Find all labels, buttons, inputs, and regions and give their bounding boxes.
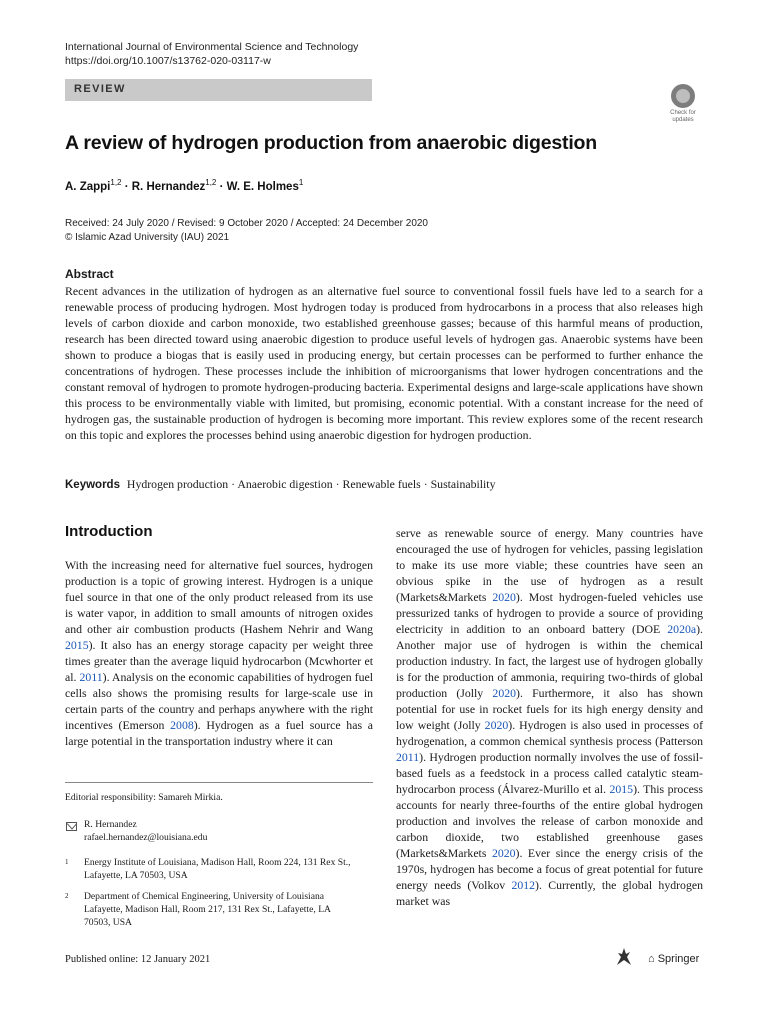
check-updates-label: Check for updates <box>670 110 696 123</box>
published-date: Published online: 12 January 2021 <box>65 954 211 965</box>
body-text: ). Ever since the energy crisis of the 1970s, hydrogen has become a focus of great potential for future energy needs (Volkov <box>396 846 703 892</box>
springer-icon: ⌂ <box>648 953 655 965</box>
body-text: ). Analysis on the economic capabilities of hydrogen fuel cells also shows the promising results for large-scale use in certain parts of the country and perhaps anywhere with the right incentives (Emerson <box>65 670 373 732</box>
body-text: ). Hydrogen is also used in processes of hydrogenation, a common chemical synthesis process (Patterson <box>396 718 703 748</box>
body-text: ). It also has an energy storage capacity per weight three times greater than the average liquid hydrocarbon (Mcwhorter et al. <box>65 638 373 684</box>
check-for-updates-badge[interactable] <box>664 84 702 124</box>
citation-link[interactable]: 2020 <box>492 590 516 604</box>
citation-link[interactable]: 2020 <box>484 718 509 732</box>
body-text: ). Most hydrogen-fueled vehicles use pressurized tanks of hydrogen to provide a source of providing electricity in addition to an onboard battery (DOE <box>396 590 703 636</box>
author-affiliation-mark: 1,2 <box>110 178 122 187</box>
journal-name: International Journal of Environmental Science and Technology <box>65 41 359 53</box>
section-banner <box>65 79 372 101</box>
doi-link[interactable]: https://doi.org/10.1007/s13762-020-03117-w <box>65 55 271 67</box>
editorial-note: Editorial responsibility: Samareh Mirkia. <box>65 792 223 803</box>
check-updates-icon <box>671 84 695 108</box>
body-text: ). Hydrogen as a fuel source has a large potential in the transportation industry where it can <box>65 718 373 748</box>
body-text: ). This process accounts for nearly three-fourths of the entire global hydrogen production and involves the release of carbon monoxide and carbon dioxide, two established greenhouse gases (Markets&Markets <box>396 782 703 860</box>
author-affiliation-mark: 1 <box>298 178 304 187</box>
abstract-text: Recent advances in the utilization of hydrogen as an alternative fuel source to conventional fossil fuels have led to a search for a renewable process of producing hydrogen. Most hydrogen today is produced from hydrocarbons in a process that also releases high levels of carbon dioxide and carbon monoxide, two established greenhouse gasses; because of this harmful means of production, research has been directed toward using anaerobic digestion to produce useful levels of hydrogen gas. Anaerobic systems have been shown to produce a biogas that is easily used in producing energy, but certain processes can be performed to further enhance the concentrations of hydrogen. These processes include the inhibition of microorganisms that lower hydrogen concentrations and the constant removal of hydrogen to promote hydrogen-producing bacteria. Experimental designs and large-scale applications have shown this process to be environmentally viable with limited, but promising, economic potential. With a constant increase for the need of hydrogen gas, the sustainable production of hydrogen is becoming more important. This review explores some of the recent research on this topic and explores the processes behind using anaerobic digestion for hydrogen production. <box>65 284 703 442</box>
author-name[interactable]: A. Zappi <box>65 180 111 193</box>
footnote-divider <box>65 782 373 783</box>
author-name[interactable]: R. Hernandez <box>131 180 206 193</box>
history-dates: Received: 24 July 2020 / Revised: 9 October 2020 / Accepted: 24 December 2020 <box>65 218 428 229</box>
springer-horse-logo <box>613 945 635 967</box>
citation-link[interactable]: 2011 <box>79 670 103 684</box>
body-text: serve as renewable source of energy. Many countries have encouraged the use of hydrogen for vehicles, passing legislation to make its use more viable; these countries have seen an obvious spike in the use of hydrogen as a result (Markets&Markets <box>396 526 703 604</box>
body-text: With the increasing need for alternative fuel sources, hydrogen production is a topic of growing interest. Hydrogen is a unique fuel source in that one of the only product released from its use is water vapor, in addition to small amounts of nitrogen oxides and other air combustion products (Hashem Nehrir and Wang <box>65 558 373 636</box>
introduction-column-left <box>65 557 373 749</box>
author-list <box>65 178 303 193</box>
citation-link[interactable]: 2015 <box>609 782 634 796</box>
affiliation-text: Department of Chemical Engineering, University of Louisiana Lafayette, Madison Hall, Room 217, 131 Rex St., Lafayette, LA 70503, USA <box>84 891 331 928</box>
affiliation-number: 2 <box>65 892 69 900</box>
keywords-label: Keywords <box>65 479 120 491</box>
introduction-heading: Introduction <box>65 523 153 540</box>
citation-link[interactable]: 2008 <box>170 718 194 732</box>
body-text: ). Currently, the global hydrogen market was <box>396 878 703 908</box>
keywords-line <box>65 477 496 492</box>
section-label: REVIEW <box>74 83 126 95</box>
corresponding-name: R. Hernandez <box>84 819 137 830</box>
publisher-name: Springer <box>657 953 700 965</box>
body-text: ). Furthermore, it also has shown potential for use in rocket fuels for its high energy density and low weight (Jolly <box>396 686 703 732</box>
body-text: ). Another major use of hydrogen is within the chemical production industry. In fact, the largest use of hydrogen globally is for the production of ammonia, requiring two-thirds of global production (Jolly <box>396 622 703 700</box>
author-name[interactable]: W. E. Holmes <box>226 180 299 193</box>
article-title: A review of hydrogen production from anaerobic digestion <box>65 132 597 154</box>
citation-link[interactable]: 2015 <box>65 638 89 652</box>
citation-link[interactable]: 2011 <box>396 750 420 764</box>
citation-link[interactable]: 2020a <box>667 622 697 636</box>
author-separator: · <box>124 180 129 193</box>
citation-link[interactable]: 2012 <box>511 878 536 892</box>
body-text: ). Hydrogen production normally involves the use of fossil-based fuels as a feedstock in a process called catalytic steam-hydrocarbon process (Álvarez-Murillo et al. <box>396 750 703 796</box>
citation-link[interactable]: 2020 <box>492 686 517 700</box>
copyright-line: © Islamic Azad University (IAU) 2021 <box>65 232 230 243</box>
keywords-list: Hydrogen production · Anaerobic digestion · Renewable fuels · Sustainability <box>126 477 496 491</box>
introduction-column-right <box>396 525 703 909</box>
corresponding-email[interactable]: rafael.hernandez@louisiana.edu <box>84 832 208 843</box>
corresponding-author <box>84 818 207 844</box>
author-separator: · <box>219 180 224 193</box>
citation-link[interactable]: 2020 <box>491 846 516 860</box>
abstract-heading: Abstract <box>65 267 114 281</box>
envelope-icon <box>66 822 77 831</box>
affiliation-number: 1 <box>65 858 69 866</box>
article-history <box>65 217 428 245</box>
publisher-badge <box>648 953 699 965</box>
affiliation-text: Energy Institute of Louisiana, Madison Hall, Room 224, 131 Rex St., Lafayette, LA 70503, USA <box>84 857 351 881</box>
author-affiliation-mark: 1,2 <box>205 178 217 187</box>
journal-header <box>65 40 358 68</box>
